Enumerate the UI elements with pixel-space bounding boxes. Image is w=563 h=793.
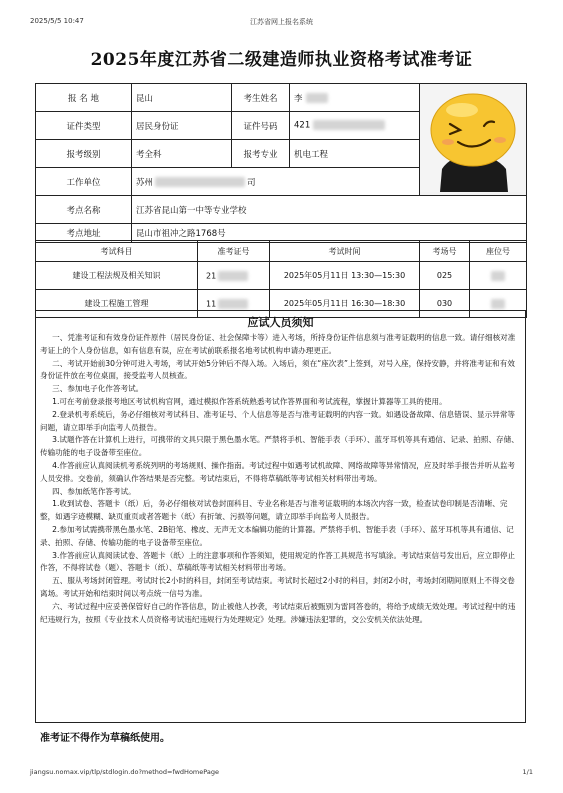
ticket-value: 21 (206, 271, 217, 280)
venue-value: 江苏省昆山第一中等专业学校 (132, 196, 527, 224)
time-cell: 2025年05月11日 16:30—18:30 (270, 290, 420, 318)
venue-label: 考点名称 (36, 196, 132, 224)
print-datetime: 2025/5/5 10:47 (30, 17, 84, 25)
candidate-notice (35, 310, 526, 723)
notice-paragraph: 一、凭准考证和有效身份证件原件（居民身份证、社会保障卡等）进入考场，所持身份证件信息须与准考证载明的信息一致。请仔细核对准考证上的个人身份信息，如有信息有误，应在考试前联系报名地考试机构申请办理更正。 (40, 333, 516, 355)
employer-suffix: 司 (247, 177, 256, 188)
candidate-photo (420, 84, 527, 196)
col-time: 考试时间 (270, 241, 420, 262)
footer-url: jiangsu.nomax.vip/tlp/stdlogin.do?method=fwdHomePage (30, 768, 219, 776)
major-label: 报考专业 (232, 140, 290, 168)
notice-paragraph: 二、考试开始前30分钟可进入考场，考试开始5分钟后不得入场。入场后，须在“座次表”上签到，对号入座，保持安静，并将准考证和有效身份证件放在考位桌面，接受监考人员核查。 (40, 358, 515, 381)
address-label: 考点地址 (36, 224, 132, 243)
col-room: 考场号 (420, 241, 470, 262)
final-note: 准考证不得作为草稿纸使用。 (40, 733, 170, 744)
notice-title: 应试人员须知 (247, 316, 314, 329)
redacted-name (306, 93, 328, 103)
exam-location-label: 报 名 地 (36, 84, 132, 112)
level-value: 考全科 (132, 140, 232, 168)
notice-paragraph: 3.试题作答在计算机上进行，可携带的文具只限于黑色墨水笔。严禁将手机、智能手表（手环）、蓝牙耳机等具有通信、记录、拍照、存储、传输功能的电子设备带至座位。 (40, 435, 519, 458)
notice-paragraph: 1.收到试卷、答题卡（纸）后，务必仔细核对试卷封面科目、专业名称是否与准考证载明的本场次内容一致，检查试卷印制是否清晰、完整，如遇字迹模糊、缺页重页或者答题卡（纸）有折皱、污损等问题，请立即举手向监考人员报告。 (40, 499, 508, 522)
redacted-employer (155, 177, 245, 187)
id-number-cell (290, 112, 420, 140)
site-name: 江苏省网上报名系统 (250, 18, 313, 26)
candidate-info-table (35, 83, 527, 243)
redacted-seat (491, 271, 505, 281)
employer-label: 工作单位 (36, 168, 132, 196)
time-cell: 2025年05月11日 13:30—15:30 (270, 262, 420, 290)
notice-paragraph: 1.可在考前登录报考地区考试机构官网，通过模拟作答系统熟悉考试作答界面和考试流程，掌握计算器等工具的使用。 (52, 396, 447, 406)
notice-paragraph: 4.作答前应认真阅读机考系统列明的考场规则、操作指南。考试过程中如遇考试机故障、网络故障等异常情况，应及时举手报告并听从监考人员安排。交卷前，须确认作答结果是否完整。考试结束后，不得将草稿纸等考试相关材料带出考场。 (40, 460, 516, 483)
id-number-value: 421 (294, 120, 311, 131)
room-cell: 030 (420, 290, 470, 318)
id-type-label: 证件类型 (36, 112, 132, 140)
level-label: 报考级别 (36, 140, 132, 168)
notice-paragraph: 2.参加考试需携带黑色墨水笔、2B铅笔、橡皮、无声无文本编辑功能的计算器。严禁将手机、智能手表（手环）、蓝牙耳机等具有通信、记录、拍照、存储、传输功能的电子设备带至座位。 (40, 524, 514, 547)
id-type-value: 居民身份证 (132, 112, 232, 140)
exam-schedule-table (35, 240, 527, 318)
major-value: 机电工程 (290, 140, 420, 168)
notice-paragraph: 2.登录机考系统后，务必仔细核对考试科目、准考证号、个人信息等是否与准考证载明的内容一致。如遇设备故障、信息错误、显示异常等问题，请立即举手向监考人员报告。 (40, 409, 516, 432)
notice-paragraph: 六、考试过程中应妥善保管好自己的作答信息，防止被他人抄袭，考试结束后被甄别为雷同答卷的，将给予成绩无效处理。考试过程中的违纪违规行为，按照《专业技术人员资格考试违纪违规行为处理规定》处理。涉嫌违法犯罪的，交公安机关依法处理。 (40, 601, 516, 624)
notice-paragraph: 五、服从考场封闭管理。考试时长2小时的科目，封闭至考试结束。考试时长超过2小时的科目，封闭2小时，考场封闭期间原则上不得交卷离场。考试开始和结束时间以考点统一信号为准。 (40, 576, 515, 598)
ticket-value: 11 (206, 299, 217, 308)
redacted-ticket (218, 271, 248, 281)
room-cell: 025 (420, 262, 470, 290)
redacted-ticket (218, 299, 248, 309)
address-value: 昆山市祖冲之路1768号 (132, 224, 527, 243)
id-number-label: 证件号码 (232, 112, 290, 140)
redacted-id-number (313, 120, 385, 130)
name-value: 李 (294, 93, 303, 104)
subject-cell: 建设工程施工管理 (36, 290, 198, 318)
employer-cell (132, 168, 420, 196)
emoji-face-icon (420, 84, 527, 192)
col-ticket: 准考证号 (198, 241, 270, 262)
footer-page-number: 1/1 (522, 768, 533, 776)
notice-paragraph: 3.作答前应认真阅读试卷、答题卡（纸）上的注意事项和作答须知，使用规定的作答工具规范书写填涂。考试结束信号发出后，应立即停止作答，不得将试卷（题）、答题卡（纸）、草稿纸等考试相关材料带出考场。 (40, 550, 516, 573)
redacted-seat (491, 299, 505, 309)
seat-cell (470, 262, 527, 290)
ticket-cell (198, 262, 270, 290)
subject-cell: 建设工程法规及相关知识 (36, 262, 198, 290)
notice-paragraph: 三、参加电子化作答考试。 (52, 384, 144, 394)
col-subject: 考试科目 (36, 241, 198, 262)
exam-location-value: 昆山 (132, 84, 232, 112)
page-title: 2025年度江苏省二级建造师执业资格考试准考证 (90, 50, 473, 70)
name-label: 考生姓名 (232, 84, 290, 112)
employer-value: 苏州 (136, 177, 154, 188)
table-row (36, 262, 527, 290)
name-cell (290, 84, 420, 112)
notice-paragraph: 四、参加纸笔作答考试。 (52, 486, 136, 496)
col-seat: 座位号 (470, 241, 527, 262)
